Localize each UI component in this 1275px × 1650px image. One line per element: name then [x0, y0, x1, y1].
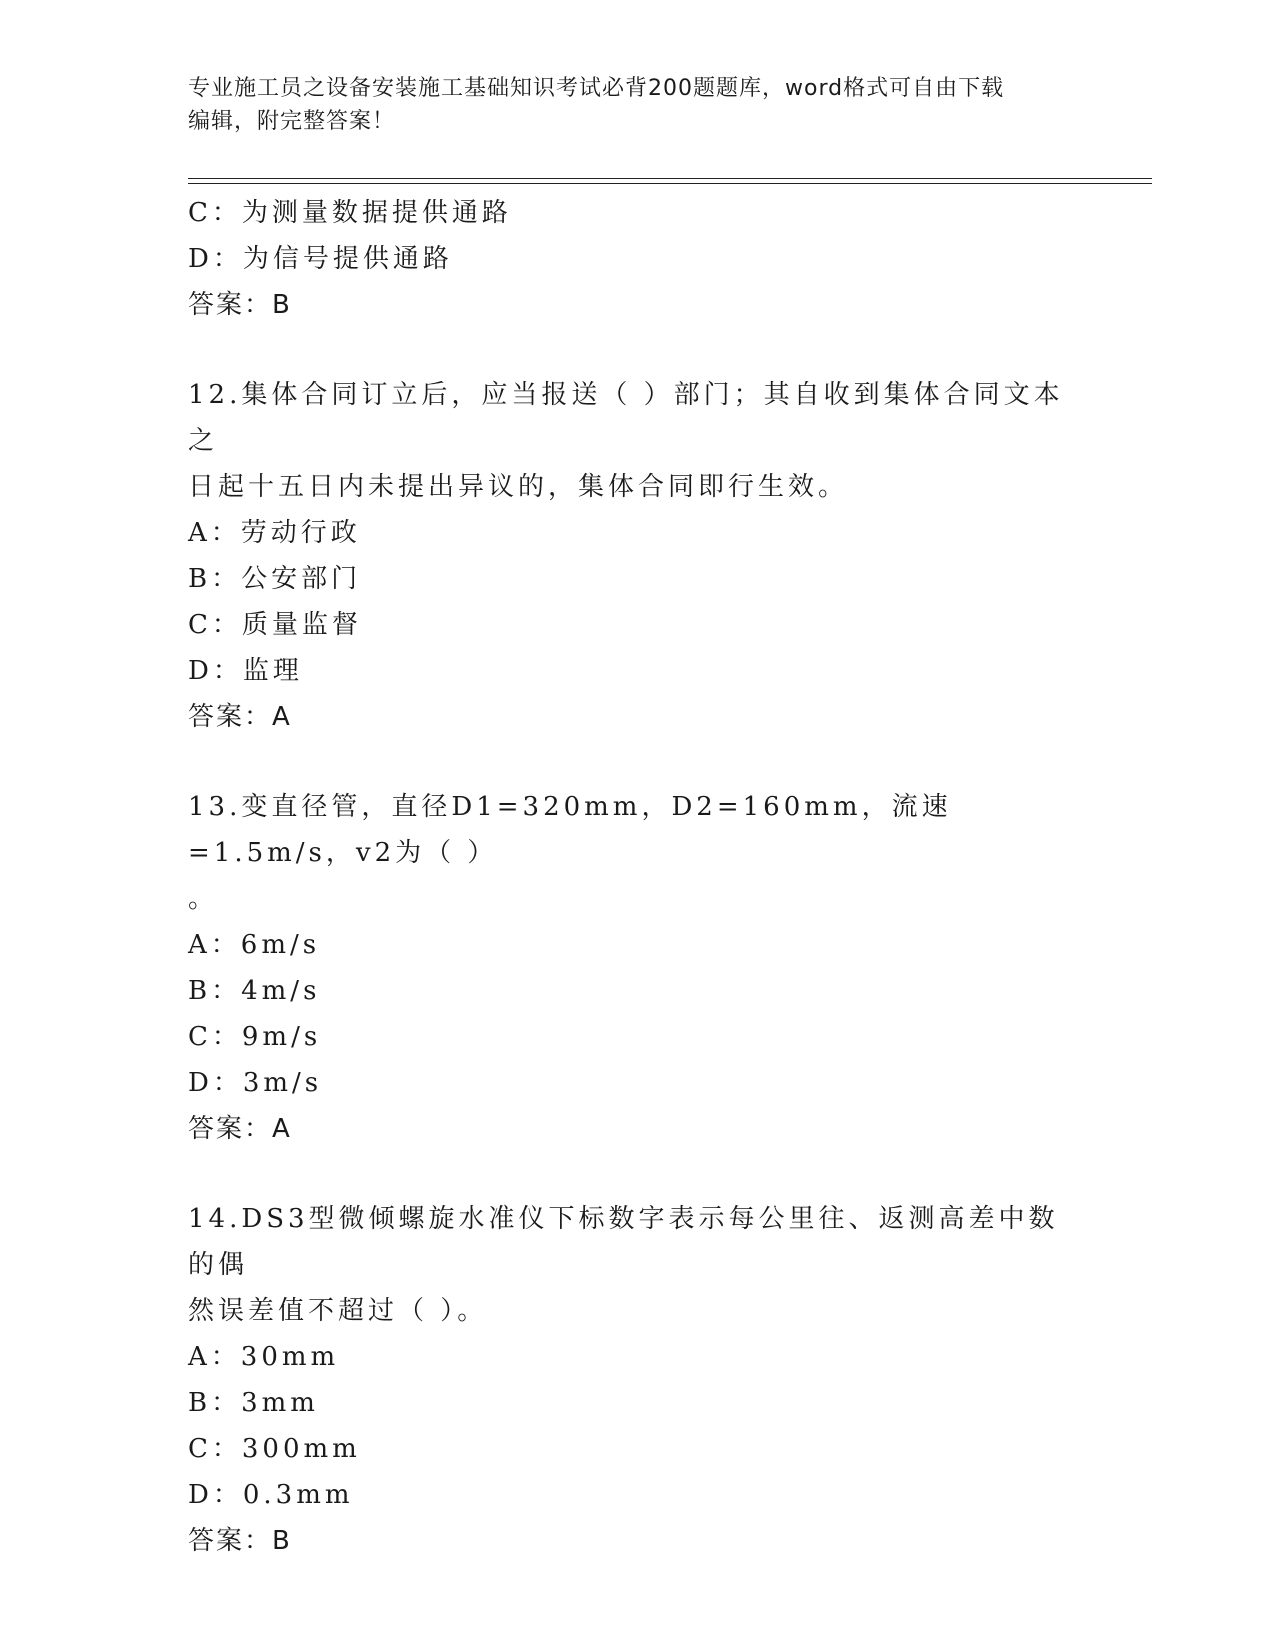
option-a: A：6m/s [188, 930, 321, 960]
option-d: D：监理 [188, 656, 303, 686]
question-12 [188, 372, 1088, 740]
option-d: D：0.3mm [188, 1480, 354, 1510]
option-a: A：劳动行政 [188, 518, 361, 548]
option-b: B：4m/s [188, 976, 321, 1006]
header-divider-bottom [188, 183, 1152, 184]
option-c: C：为测量数据提供通路 [188, 198, 512, 228]
header-title-line-1: 专业施工员之设备安装施工基础知识考试必背200题题库，word格式可自由下载 [188, 76, 1005, 101]
question-stem-line-2: 。 [188, 884, 219, 914]
document-header [188, 72, 1068, 138]
option-c: C：质量监督 [188, 610, 362, 640]
spacer [188, 328, 1088, 372]
question-stem-line-1: 13.变直径管，直径D1=320mm，D2=160mm，流速=1.5m/s，v2为（ ） [188, 792, 952, 868]
option-d: D：为信号提供通路 [188, 244, 453, 274]
document-body [188, 190, 1088, 1564]
option-c: C：9m/s [188, 1022, 322, 1052]
option-a: A：30mm [188, 1342, 340, 1372]
answer-line: 答案：A [188, 1114, 292, 1144]
option-b: B：公安部门 [188, 564, 362, 594]
question-stem-line-1: 14.DS3型微倾螺旋水准仪下标数字表示每公里往、返测高差中数的偶 [188, 1204, 1059, 1280]
spacer [188, 1152, 1088, 1196]
spacer [188, 740, 1088, 784]
header-divider-top [188, 178, 1152, 179]
question-stem-line-2: 然误差值不超过（ ）。 [188, 1296, 488, 1326]
question-stem-line-2: 日起十五日内未提出异议的，集体合同即行生效。 [188, 472, 849, 502]
option-b: B：3mm [188, 1388, 319, 1418]
option-c: C：300mm [188, 1434, 361, 1464]
question-13 [188, 784, 1088, 1152]
answer-line: 答案：B [188, 1526, 292, 1556]
answer-line: 答案：B [188, 290, 292, 320]
answer-line: 答案：A [188, 702, 292, 732]
previous-question-tail [188, 190, 1088, 328]
header-title-line-2: 编辑，附完整答案！ [188, 109, 396, 134]
option-d: D：3m/s [188, 1068, 323, 1098]
question-14 [188, 1196, 1088, 1564]
question-stem-line-1: 12.集体合同订立后，应当报送（ ）部门；其自收到集体合同文本之 [188, 380, 1064, 456]
